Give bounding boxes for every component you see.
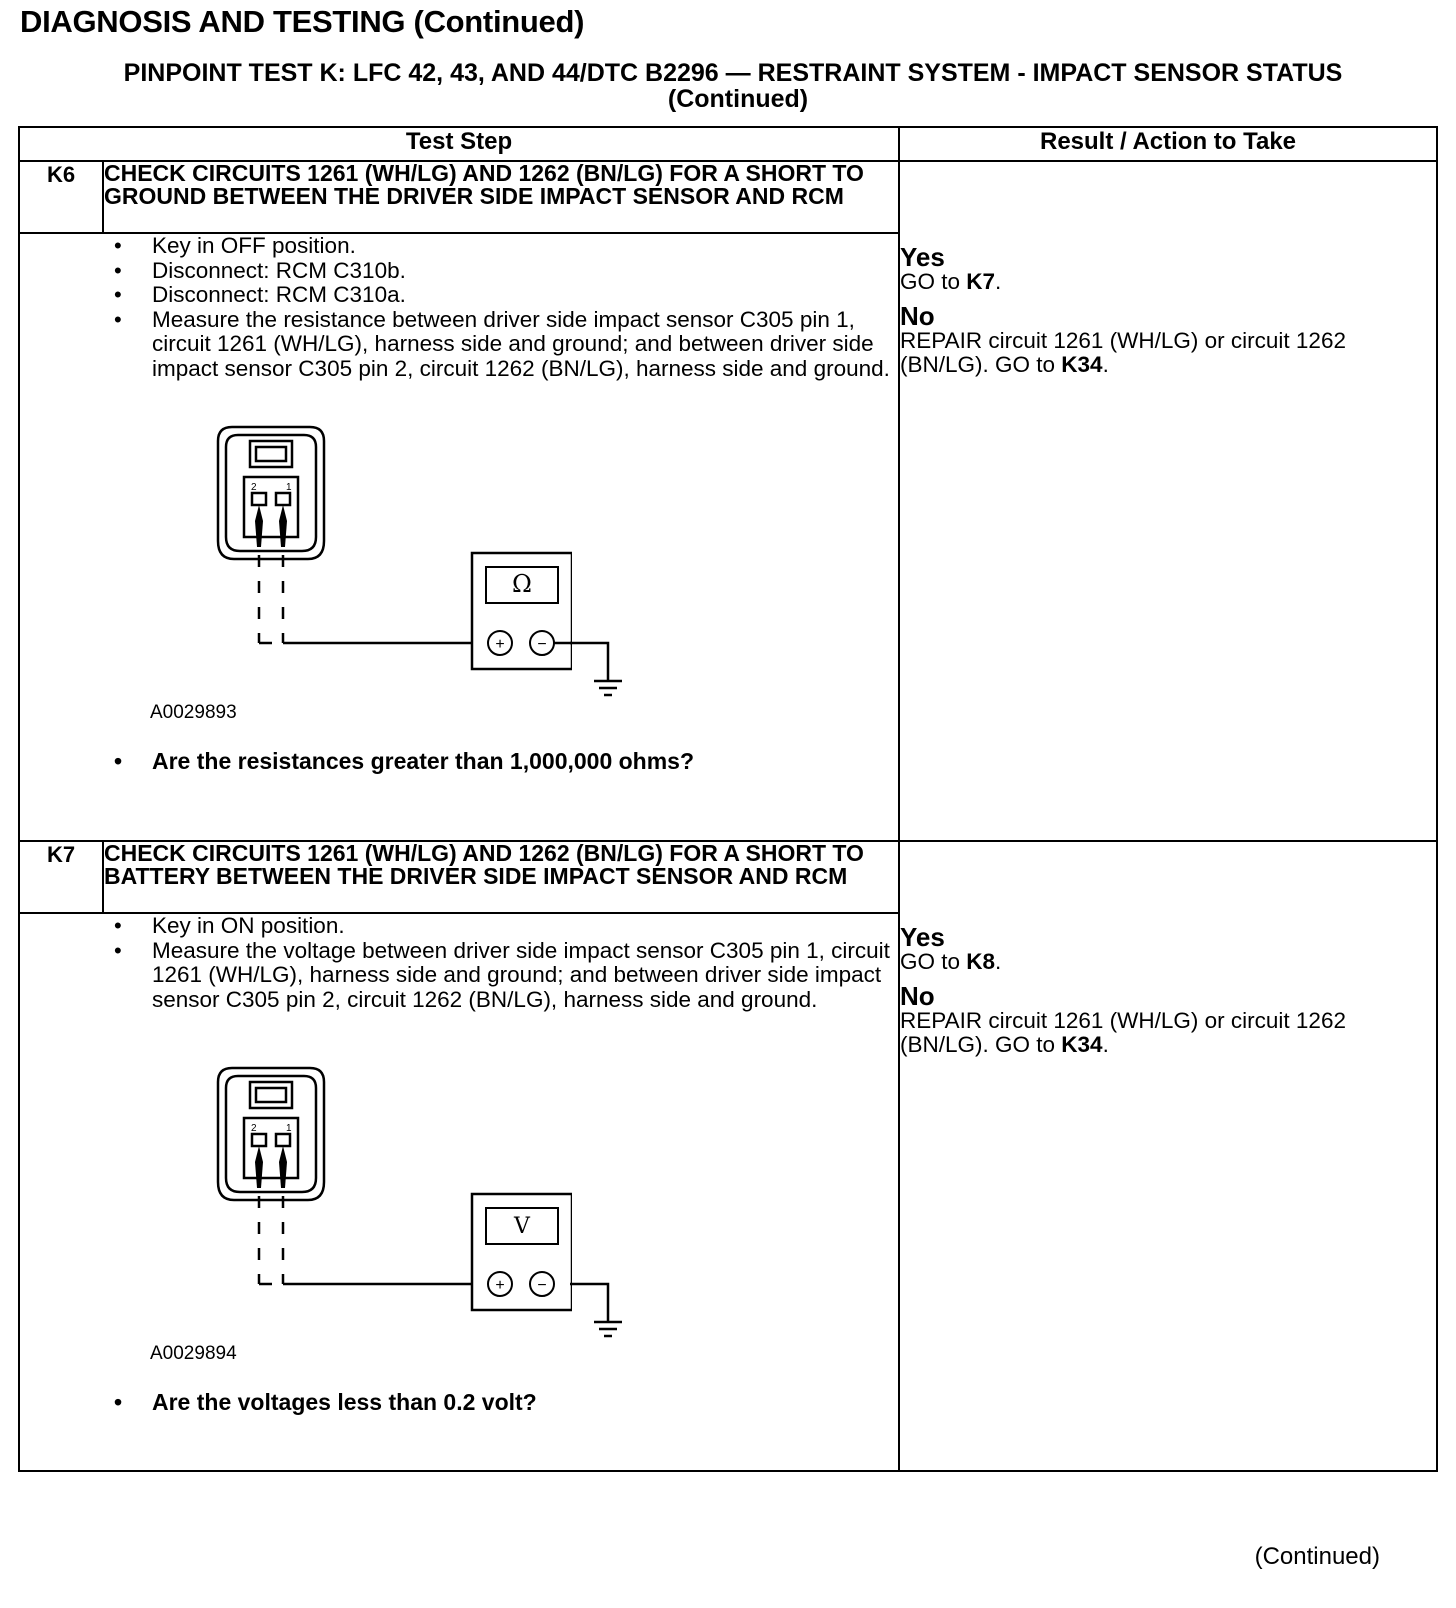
col-header-test-step: Test Step (19, 127, 899, 161)
figure-id: A0029893 (150, 702, 237, 723)
continued-footer: (Continued) (1254, 1543, 1380, 1570)
pinpoint-test-title-line2: (Continued) (667, 85, 809, 113)
result-cell (899, 841, 1437, 1471)
step-title-row (19, 841, 1437, 913)
circuit-diagram-svg (132, 381, 572, 691)
result-no-text: REPAIR circuit 1261 (WH/LG) or circuit 1262 (BN/LG). GO to K34. (900, 1007, 1346, 1057)
connector-icon (218, 427, 324, 559)
step-title-row (19, 161, 1437, 233)
pin-label-right: 1 (286, 482, 292, 493)
page-title: DIAGNOSIS AND TESTING (Continued) (20, 4, 585, 39)
instruction-item: • Key in OFF position. (132, 234, 898, 259)
voltmeter-diagram (132, 1012, 898, 1337)
instruction-list (20, 234, 898, 381)
pin-label-left: 2 (251, 482, 257, 493)
result-yes-target: K7 (966, 269, 996, 294)
instruction-list (20, 914, 898, 1012)
ground-icon (570, 1284, 622, 1336)
step-question: • Are the voltages less than 0.2 volt? (132, 1389, 898, 1416)
ground-symbol-svg (570, 631, 650, 721)
pinpoint-test-title (0, 60, 1456, 112)
result-no-text: REPAIR circuit 1261 (WH/LG) or circuit 1262 (BN/LG). GO to K34. (900, 327, 1346, 377)
instruction-item: • Disconnect: RCM C310b. (132, 259, 898, 284)
instruction-item: • Key in ON position. (132, 914, 898, 939)
result-no-label: No (900, 300, 935, 331)
step-body (19, 913, 899, 1471)
instruction-item: • Measure the resistance between driver side impact sensor C305 pin 1, circuit 1261 (WH/LG), harness side and ground; and between driver side impact sensor C305 pin 2, circuit 1262 (BN/LG), harness side and ground. (132, 308, 898, 382)
probe-leads (255, 1146, 492, 1284)
figure-id: A0029894 (150, 1343, 237, 1364)
result-yes-label: Yes (900, 242, 945, 272)
result-no-target: K34 (1061, 352, 1103, 377)
ground-icon (570, 643, 622, 695)
pinpoint-test-table (18, 126, 1438, 1472)
result-no-label: No (900, 980, 935, 1011)
step-title: CHECK CIRCUITS 1261 (WH/LG) AND 1262 (BN/LG) FOR A SHORT TO BATTERY BETWEEN THE DRIVER SIDE IMPACT SENSOR AND RCM (103, 841, 899, 913)
result-cell (899, 161, 1437, 841)
step-id: K7 (19, 841, 103, 913)
result-yes-text: GO to K7. (900, 269, 1002, 294)
pin-label-right: 1 (286, 1123, 292, 1134)
table-header-row (19, 127, 1437, 161)
plus-terminal: + (495, 636, 505, 653)
connector-icon (218, 1068, 324, 1200)
ohmmeter-diagram (132, 381, 898, 696)
step-question: • Are the resistances greater than 1,000,000 ohms? (132, 748, 898, 775)
meter-symbol: Ω (512, 570, 532, 598)
pinpoint-test-title-line1: PINPOINT TEST K: LFC 42, 43, AND 44/DTC B2296 — RESTRAINT SYSTEM - IMPACT SENSOR STATUS (123, 59, 1343, 87)
result-yes-label: Yes (900, 922, 945, 952)
result-no-target: K34 (1061, 1032, 1103, 1057)
col-header-result: Result / Action to Take (899, 127, 1437, 161)
instruction-item: • Disconnect: RCM C310a. (132, 283, 898, 308)
circuit-diagram-svg (132, 1012, 572, 1332)
multimeter-icon (472, 1194, 572, 1310)
minus-terminal: − (537, 1277, 547, 1294)
plus-terminal: + (495, 1277, 505, 1294)
step-body (19, 233, 899, 841)
ground-symbol-svg (570, 1272, 650, 1362)
minus-terminal: − (537, 636, 547, 653)
meter-symbol: V (514, 1214, 530, 1239)
step-title: CHECK CIRCUITS 1261 (WH/LG) AND 1262 (BN/LG) FOR A SHORT TO GROUND BETWEEN THE DRIVER SIDE IMPACT SENSOR AND RCM (103, 161, 899, 233)
pin-label-left: 2 (251, 1123, 257, 1134)
instruction-item: • Measure the voltage between driver side impact sensor C305 pin 1, circuit 1261 (WH/LG), harness side and ground; and between driver side impact sensor C305 pin 2, circuit 1262 (BN/LG), harness side and ground. (132, 939, 898, 1013)
result-yes-target: K8 (966, 949, 996, 974)
step-id: K6 (19, 161, 103, 233)
result-yes-text: GO to K8. (900, 949, 1002, 974)
probe-leads (255, 505, 492, 643)
